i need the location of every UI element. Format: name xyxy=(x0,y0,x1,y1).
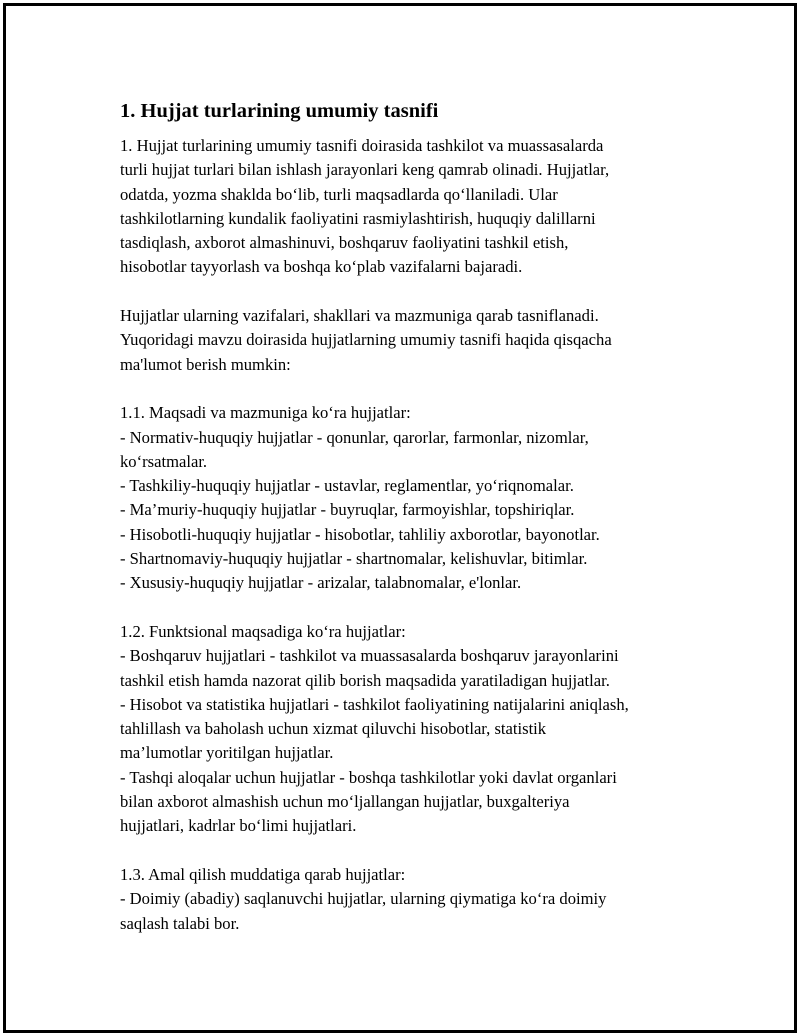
section-1-2: 1.2. Funktsional maqsadiga ko‘ra hujjatlar: - Boshqaruv hujjatlari - tashkilot va muassasalarda boshqaruv jarayonlarini tashkil etish hamda nazorat qilib borish maqsadida yaratiladigan hujjatlar. - Hisobot va statistika hujjatlari - tashkilot faoliyatining natijalarini aniqlash, tahlillash va baholash uchun xizmat qiluvchi hisobotlar, statistik ma’lumotlar yoritilgan hujjatlar. - Tashqi aloqalar uchun hujjatlar - boshqa tashkilotlar yoki davlat organlari bilan axborot almashish uchun mo‘ljallangan hujjatlar, buxgalteriya hujjatlari, kadrlar bo‘limi hujjatlari. xyxy=(120,621,629,836)
paragraph-gap xyxy=(120,280,700,304)
paragraph-gap xyxy=(120,839,700,863)
document-title: 1. Hujjat turlarining umumiy tasnifi xyxy=(120,100,439,122)
paragraph-gap xyxy=(120,377,700,401)
paragraph-classification: Hujjatlar ularning vazifalari, shakllari va mazmuniga qarab tasniflanadi. Yuqoridagi mavzu doirasida hujjatlarning umumiy tasnifi haqida qisqacha ma'lumot berish mumkin: xyxy=(120,306,612,374)
section-1-3: 1.3. Amal qilish muddatiga qarab hujjatlar: - Doimiy (abadiy) saqlanuvchi hujjatlar, ularning qiymatiga ko‘ra doimiy saqlash talabi bor. xyxy=(120,864,607,933)
document-page xyxy=(3,3,797,1033)
document-body xyxy=(120,98,700,936)
section-1-1: 1.1. Maqsadi va mazmuniga ko‘ra hujjatlar: - Normativ-huquqiy hujjatlar - qonunlar, qarorlar, farmonlar, nizomlar, ko‘rsatmalar. - Tashkiliy-huquqiy hujjatlar - ustavlar, reglamentlar, yo‘riqnomalar. - Ma’muriy-huquqiy hujjatlar - buyruqlar, farmoyishlar, topshiriqlar. - Hisobotli-huquqiy hujjatlar - hisobotlar, tahliliy axborotlar, bayonotlar. - Shartnomaviy-huquqiy hujjatlar - shartnomalar, kelishuvlar, bitimlar. - Xususiy-huquqiy hujjatlar - arizalar, talabnomalar, e'lonlar. xyxy=(120,403,600,593)
paragraph-intro: 1. Hujjat turlarining umumiy tasnifi doirasida tashkilot va muassasalarda turli hujjat turlari bilan ishlash jarayonlari keng qamrab olinadi. Hujjatlar, odatda, yozma shaklda bo‘lib, turli maqsadlarda qo‘llaniladi. Ular tashkilotlarning kundalik faoliyatini rasmiylashtirish, huquqiy dalillarni tasdiqlash, axborot almashinuvi, boshqaruv faoliyatini tashkil etish, hisobotlar tayyorlash va boshqa ko‘plab vazifalarni bajaradi. xyxy=(120,136,610,277)
paragraph-gap xyxy=(120,596,700,620)
